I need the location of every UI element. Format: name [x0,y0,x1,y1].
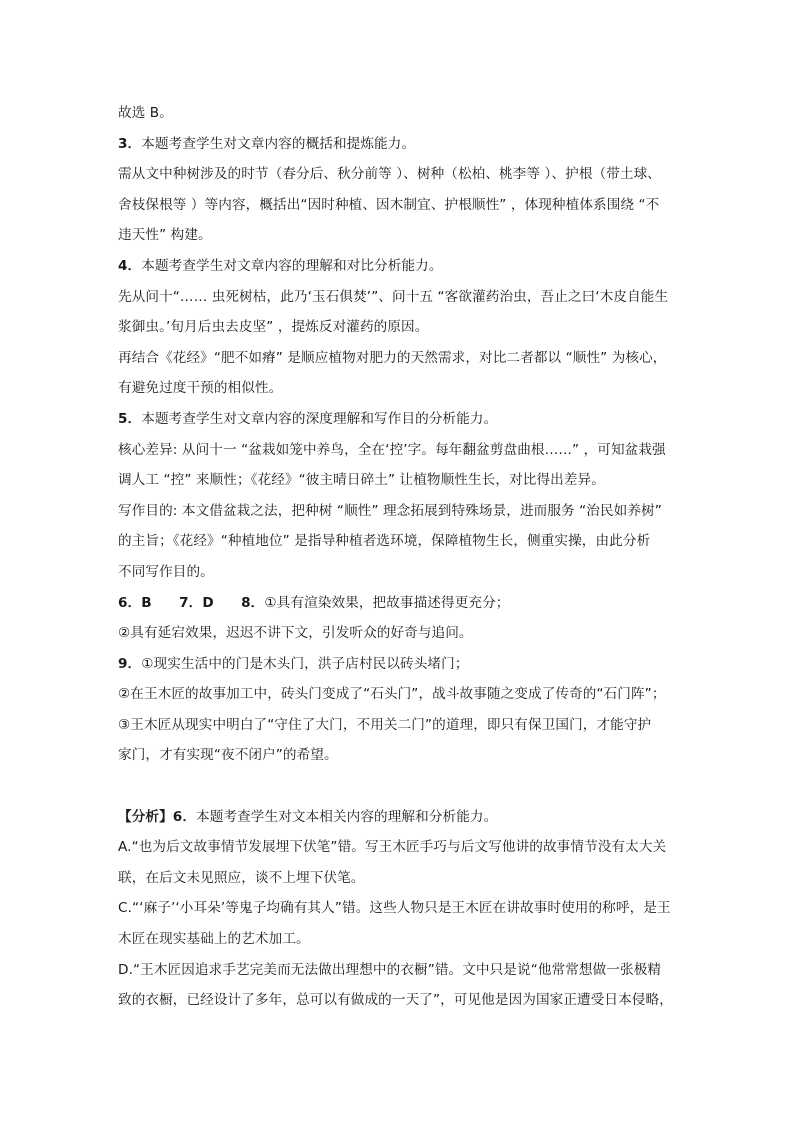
line-text: 的主旨；《花经》“种植地位” 是指导种植者选环境，保障植物生长，侧重实操，由此分析 [118,533,651,550]
text-line [118,129,688,160]
document-body [118,98,688,1016]
line-text: 有避免过度干预的相似性。 [118,380,283,397]
question-number: 3． [118,135,142,152]
question-number: 5． [118,410,142,427]
line-text: 联，在后文未见照应，谈不上埋下伏笔。 [118,869,365,886]
line-text: 本题考查学生对文章内容的概括和提炼能力。 [141,135,416,152]
line-text: 浆御虫。’旬月后虫去皮坚” ，提炼反对灌药的原因。 [118,319,429,336]
text-line [118,588,688,619]
line-text: 需从文中种树涉及的时节（春分后、秋分前等 ）、树种（松柏、桃李等 ）、护根（带土球、 [118,166,661,183]
text-line [118,159,688,190]
line-text: 再结合《花经》“肥不如瘠” 是顺应植物对肥力的天然需求，对比二者都以 “顺性” 为核心， [118,349,667,366]
line-text: 先从问十“…… 虫死树枯，此乃‘玉石俱焚’”、问十五 “客欲灌药治虫，吾止之曰‘木皮自能生 [118,288,669,305]
text-line [118,802,688,833]
line-text: 调人工 “控” 来顺性；《花经》“彼主晴日碎土” 让植物顺性生长，对比得出差异。 [118,472,605,489]
text-line [118,312,688,343]
text-line [118,985,688,1016]
text-line [118,404,688,435]
line-text: 舍枝保根等 ）等内容，概括出“因时种植、因木制宜、护根顺性” ，体现种植体系围绕 “不 [118,196,660,213]
question-number: 6．B 7．D 8． [118,594,265,611]
text-line [118,526,688,557]
question-number: 4． [118,257,142,274]
line-text: 本题考查学生对文章内容的深度理解和写作目的分析能力。 [141,410,498,427]
line-text: 家门，才有实现“夜不闭户”的希望。 [118,747,338,764]
text-line [118,220,688,251]
line-text: 本题考查学生对文本相关内容的理解和分析能力。 [196,808,498,825]
text-line [118,710,688,741]
text-line [118,465,688,496]
line-text: 违天性” 构建。 [118,227,212,244]
line-text: A.“也为后文故事情节发展埋下伏笔”错。写王木匠手巧与后文写他讲的故事情节没有太大关 [118,839,667,856]
line-text: ②在王木匠的故事加工中，砖头门变成了“石头门”，战斗故事随之变成了传奇的“石门阵”； [118,686,666,703]
line-text: 致的衣橱，已经设计了多年，总可以有做成的一天了”，可见他是因为国家正遭受日本侵略， [118,992,673,1009]
line-text: 木匠在现实基础上的艺术加工。 [118,931,310,948]
text-line [118,740,688,771]
text-line [118,893,688,924]
text-line [118,282,688,313]
line-text: C.“‘麻子’‘小耳朵’等鬼子均确有其人”错。这些人物只是王木匠在讲故事时使用的称呼，是王 [118,900,671,917]
text-line [118,343,688,374]
text-line [118,190,688,221]
text-line [118,863,688,894]
paragraph-gap [118,771,688,802]
text-line [118,435,688,466]
line-text: ②具有延宕效果，迟迟不讲下文，引发听众的好奇与追问。 [118,625,473,642]
text-line [118,924,688,955]
text-line [118,373,688,404]
line-text: 不同写作目的。 [118,563,214,580]
text-line [118,496,688,527]
text-line [118,251,688,282]
line-text: ③王木匠从现实中明白了“守住了大门，不用关二门”的道理，即只有保卫国门，才能守护 [118,716,652,733]
text-line [118,955,688,986]
question-number: 9． [118,655,142,672]
line-text: ①现实生活中的门是木头门，洪子店村民以砖头堵门； [141,655,469,672]
line-text: ①具有渲染效果，把故事描述得更充分； [264,594,510,611]
text-line [118,832,688,863]
text-line [118,557,688,588]
text-line [118,679,688,710]
text-line [118,649,688,680]
question-number: 【分析】6． [118,808,197,825]
text-line [118,98,688,129]
line-text: 核心差异: 从问十一 “盆栽如笼中养鸟，全在‘控’字。每年翻盆剪盘曲根……” ，可知盆栽强 [118,441,666,458]
line-text: 写作目的: 本文借盆栽之法，把种树 “顺性” 理念拓展到特殊场景，进而服务 “治民如养树” [118,502,662,519]
line-text: 故选 B。 [118,105,173,121]
text-line [118,618,688,649]
line-text: D.“王木匠因追求手艺完美而无法做出理想中的衣橱”错。文中只是说“他常常想做一张极精 [118,961,662,978]
line-text: 本题考查学生对文章内容的理解和对比分析能力。 [141,257,443,274]
